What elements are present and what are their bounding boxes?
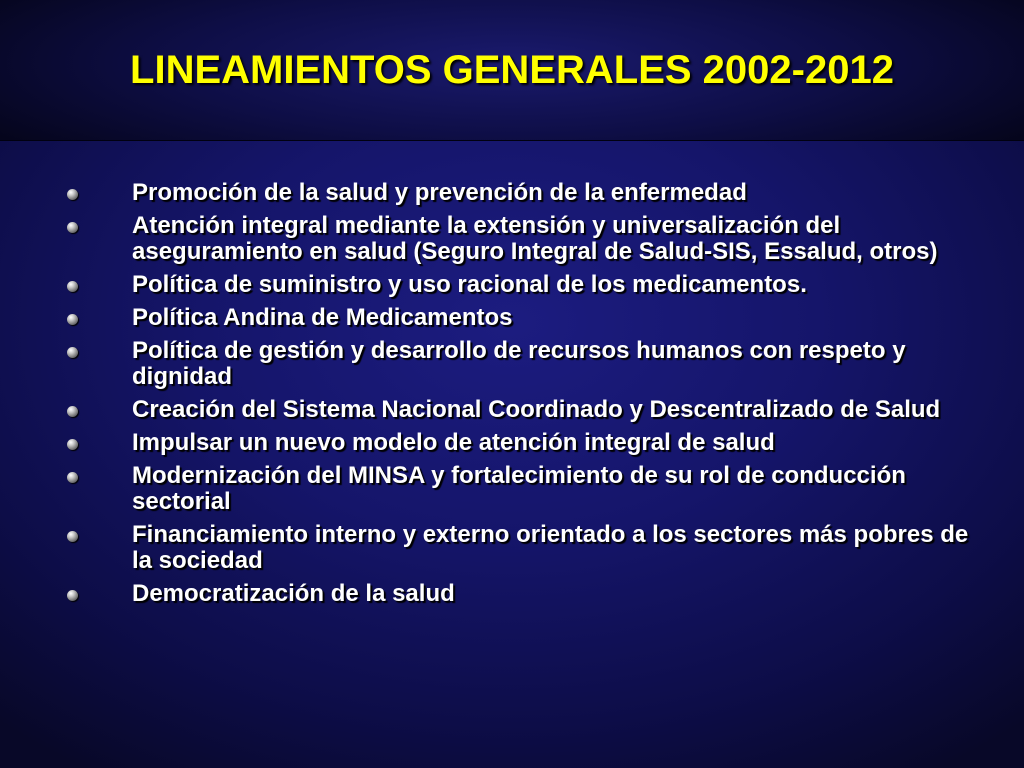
bullet-text: Promoción de la salud y prevención de la enfermedad: [132, 179, 747, 206]
sphere-bullet-icon: [67, 222, 78, 233]
bullet-item: [64, 581, 984, 607]
slide-title: LINEAMIENTOS GENERALES 2002-2012: [130, 48, 894, 92]
bullet-item: [64, 180, 984, 206]
sphere-bullet-icon: [67, 314, 78, 325]
bullet-item: [64, 463, 984, 515]
bullet-text: Modernización del MINSA y fortalecimiento de su rol de conducción sectorial: [132, 462, 906, 515]
sphere-bullet-icon: [67, 347, 78, 358]
bullet-text: Política de suministro y uso racional de los medicamentos.: [132, 271, 807, 298]
bullet-text: Creación del Sistema Nacional Coordinado y Descentralizado de Salud: [132, 396, 941, 423]
bullet-item: [64, 338, 984, 390]
sphere-bullet-icon: [67, 189, 78, 200]
bullet-text: Impulsar un nuevo modelo de atención integral de salud: [132, 429, 775, 456]
bullet-text: Política Andina de Medicamentos: [132, 304, 513, 331]
bullet-item: [64, 522, 984, 574]
sphere-bullet-icon: [67, 406, 78, 417]
bullet-item: [64, 305, 984, 331]
bullet-text: Atención integral mediante la extensión y universalización del aseguramiento en salud (Seguro Integral de Salud-SIS, Essalud, otros): [132, 212, 938, 265]
bullet-item: [64, 430, 984, 456]
sphere-bullet-icon: [67, 590, 78, 601]
bullet-text: Democratización de la salud: [132, 580, 455, 607]
bullet-item: [64, 397, 984, 423]
sphere-bullet-icon: [67, 281, 78, 292]
sphere-bullet-icon: [67, 531, 78, 542]
sphere-bullet-icon: [67, 439, 78, 450]
bullet-list: [64, 180, 984, 614]
bullet-text: Financiamiento interno y externo orientado a los sectores más pobres de la sociedad: [132, 521, 969, 574]
title-band: [0, 0, 1024, 141]
bullet-item: [64, 213, 984, 265]
bullet-item: [64, 272, 984, 298]
bullet-text: Política de gestión y desarrollo de recursos humanos con respeto y dignidad: [132, 337, 906, 390]
sphere-bullet-icon: [67, 472, 78, 483]
